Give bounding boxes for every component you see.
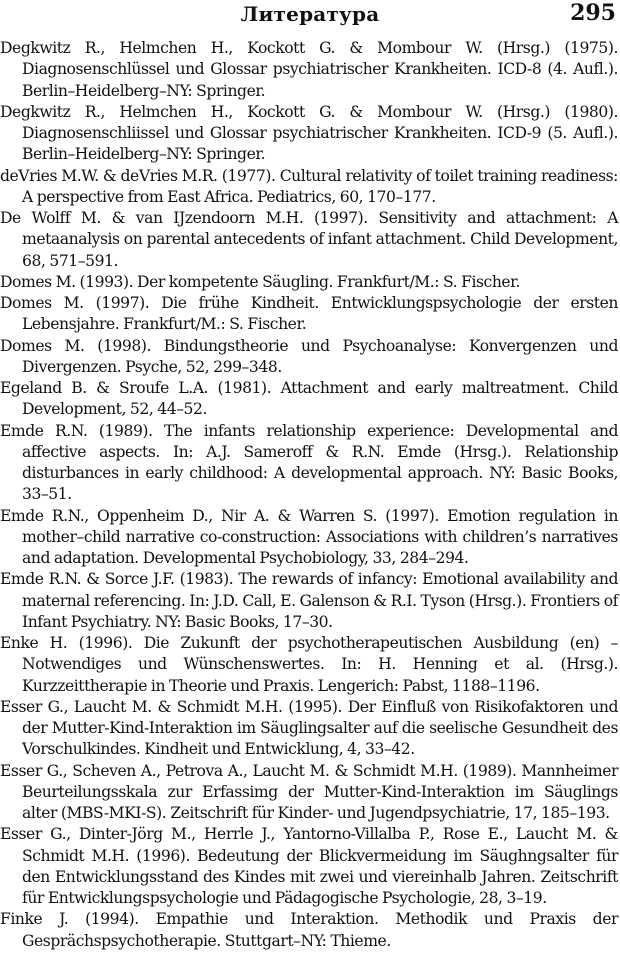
bibliography-entry: Finke J. (1994). Empathie und Interaktion. Methodik und Praxis der Gesprächspsychotherapie. Stuttgart–NY: Thieme. [0,910,618,950]
bibliography-entry: Esser G., Laucht M. & Schmidt M.H. (1995). Der Einfluß von Risikofaktoren und der Mutter-Kind-Interaktion im Säuglingsalter auf die seelische Gesundheit des Vorschulkindes. Kindheit und Entwicklung, 4, 33–42. [0,697,618,759]
bibliography-entry: Esser G., Scheven A., Petrova A., Laucht M. & Schmidt M.H. (1989). Mannheimer Beurteilungsskala zur Erfassimg der Mutter-Kind-Interaktion im Säuglings alter (MBS-MKI-S). Zeitschrift für Kinder- und Jugendpsychiatrie, 17, 185–193. [0,761,618,822]
bibliography-entry: Emde R.N., Oppenheim D., Nir A. & Warren S. (1997). Emotion regulation in mother–child narrative co-construction: Associations with children’s narratives and adaptation. Developmental Psychobiology, 33, 284–294. [0,506,618,567]
bibliography-entry: deVries M.W. & deVries M.R. (1977). Cultural relativity of toilet training readiness: A perspective from East Africa. Pediatrics, 60, 170–177. [0,166,618,206]
bibliography-entry: Domes M. (1998). Bindungstheorie und Psychoanalyse: Konvergenzen und Divergenzen. Psyche, 52, 299–348. [0,336,618,376]
bibliography-list [0,38,618,952]
bibliography-entry: Degkwitz R., Helmchen H., Kockott G. & Mombour W. (Hrsg.) (1980). Diagnosenschliissel und Glossar psychiatrischer Krankheiten. ICD-9 (5. Aufl.). Berlin–Heidelberg–NY: Springer. [0,102,618,164]
running-title: Литература [240,2,380,26]
bibliography-entry: Esser G., Dinter-Jörg M., Herrle J., Yantorno-Villalba P., Rose E., Laucht M. & Schmidt M.H. (1996). Bedeutung der Blickvermeidung im Säughngsalter für den Entwicklungsstand des Kindes mit zwei und viereinhalb Jahren. Zeitschrift für Entwicklungspsychologie und Pädagogische Psychologie, 28, 3–19. [0,825,618,907]
page-number: 295 [570,0,616,26]
bibliography-entry: Domes M. (1993). Der kompetente Säugling. Frankfurt/M.: S. Fischer. [0,272,520,291]
bibliography-entry: Emde R.N. (1989). The infants relationship experience: Developmental and affective aspects. In: A.J. Sameroff & R.N. Emde (Hrsg.). Relationship disturbances in early childhood: A developmental approach. NY: Basic Books, 33–51. [0,421,618,504]
bibliography-entry: Emde R.N. & Sorce J.F. (1983). The rewards of infancy: Emotional availability and maternal referencing. In: J.D. Call, E. Galenson & R.I. Tyson (Hrsg.). Frontiers of Infant Psychiatry. NY: Basic Books, 17–30. [0,570,618,631]
page-header [0,0,620,32]
bibliography-entry: Degkwitz R., Helmchen H., Kockott G. & Mombour W. (Hrsg.) (1975). Diagnosenschlüssel und Glossar psychiatrischer Krankheiten. ICD-8 (4. Aufl.). Berlin–Heidelberg–NY: Springer. [0,39,618,100]
bibliography-entry: Enke H. (1996). Die Zukunft der psychotherapeutischen Ausbildung (en) – Notwendiges und Wünschenswertes. In: H. Henning et al. (Hrsg.). Kurzzeittherapie in Theorie und Praxis. Lengerich: Pabst, 1188–1196. [0,634,618,695]
bibliography-entry: Egeland B. & Sroufe L.A. (1981). Attachment and early maltreatment. Child Development, 52, 44–52. [0,379,618,419]
bibliography-entry: Domes M. (1997). Die frühe Kindheit. Entwicklungspsychologie der ersten Lebensjahre. Frankfurt/M.: S. Fischer. [0,294,618,334]
bibliography-entry: De Wolff M. & van IJzendoorn M.H. (1997). Sensitivity and attachment: A metaanalysis on parental antecedents of infant attachment. Child Development, 68, 571–591. [0,209,618,270]
